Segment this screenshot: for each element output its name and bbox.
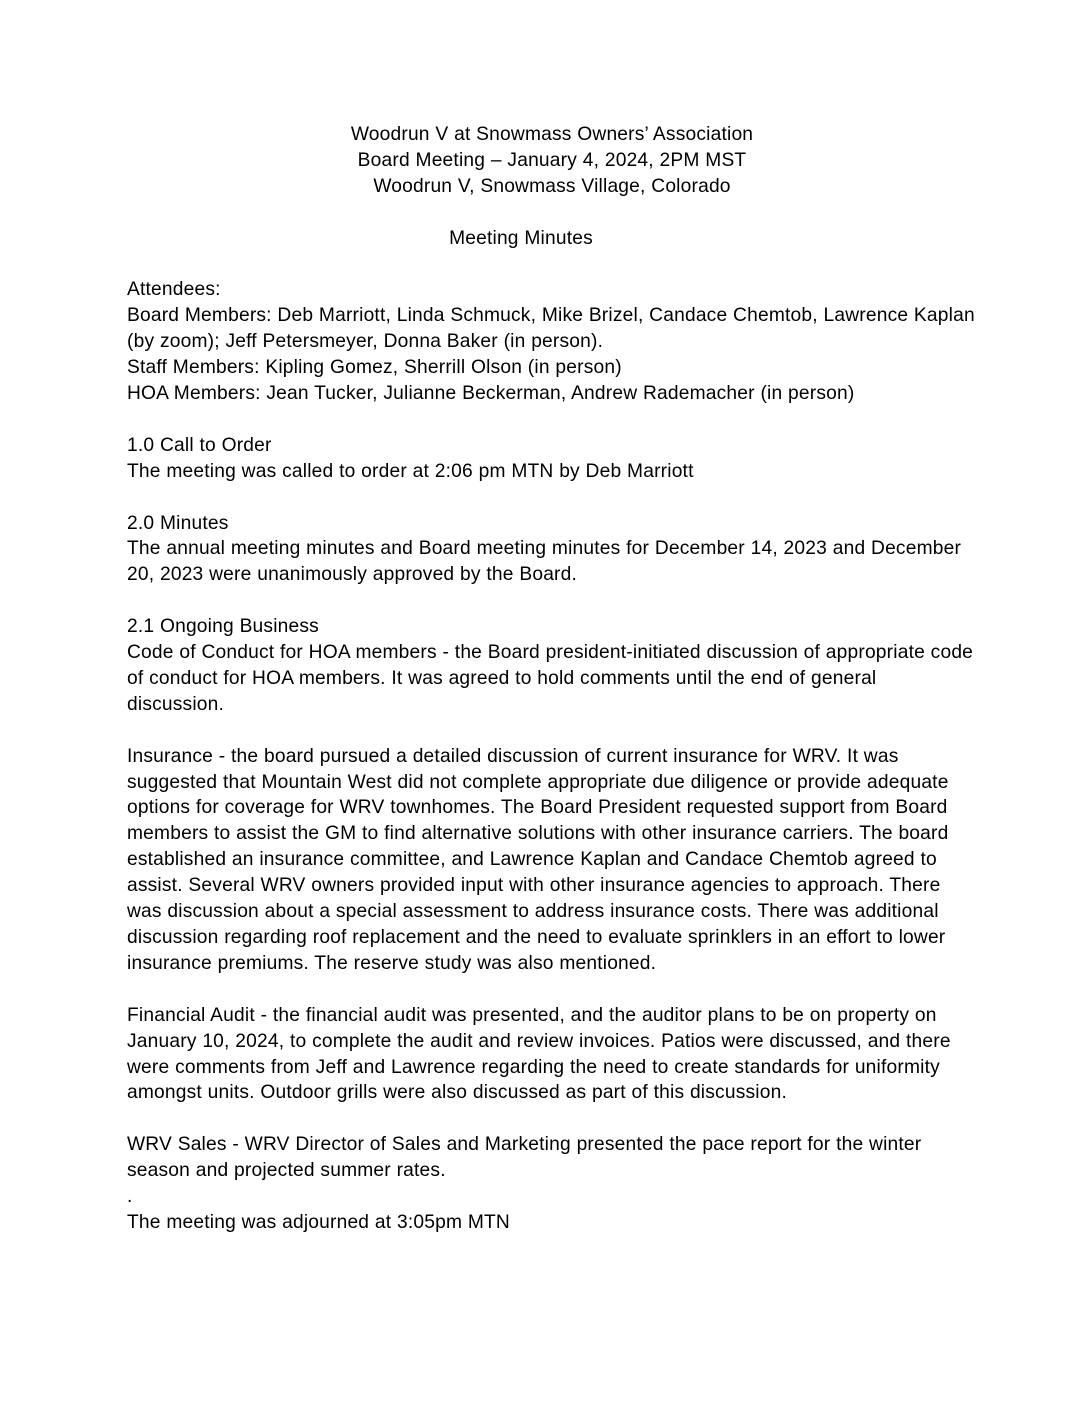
spacer xyxy=(127,200,977,226)
adjournment-line: The meeting was adjourned at 3:05pm MTN xyxy=(127,1211,510,1233)
attendees-hoa-members: HOA Members: Jean Tucker, Julianne Beckerman, Andrew Rademacher (in person) xyxy=(127,383,855,405)
spacer xyxy=(127,407,977,433)
stray-period-mark: . xyxy=(127,1186,133,1208)
spacer xyxy=(127,977,977,1003)
spacer xyxy=(127,588,977,614)
document-subtitle: Meeting Minutes xyxy=(449,227,593,249)
document-title-block xyxy=(127,122,977,200)
spacer xyxy=(127,1106,977,1132)
spacer xyxy=(127,485,977,511)
topic-insurance: Insurance - the board pursued a detailed discussion of current insurance for WRV. It was suggested that Mountain West did not complete appropriate due diligence or provide adequate options for coverage for WRV townhomes. The Board President requested support from Board members to assist the GM to find alternative solutions with other insurance carriers. The board established an insurance committee, and Lawrence Kaplan and Candace Chemtob agreed to assist. Several WRV owners provided input with other insurance agencies to approach. There was discussion about a special assessment to address insurance costs. There was additional discussion regarding roof replacement and the need to evaluate sprinklers in an effort to lower insurance premiums. The reserve study was also mentioned. xyxy=(127,745,955,974)
document-body xyxy=(127,122,981,1236)
section-2-body: The annual meeting minutes and Board meeting minutes for December 14, 2023 and December 20, 2023 were unanimously approved by the Board. xyxy=(127,538,967,586)
spacer xyxy=(127,718,977,744)
attendees-heading: Attendees: xyxy=(127,279,221,301)
title-line-1: Woodrun V at Snowmass Owners’ Association xyxy=(350,124,754,145)
topic-financial-audit: Financial Audit - the financial audit was presented, and the auditor plans to be on property on January 10, 2024, to complete the audit and review invoices. Patios were discussed, and there were comments from Jeff and Lawrence regarding the need to create standards for uniformity amongst units. Outdoor grills were also discussed as part of this discussion. xyxy=(127,1004,957,1104)
section-2-heading: 2.0 Minutes xyxy=(127,512,229,534)
section-2-1-body: Code of Conduct for HOA members - the Board president-initiated discussion of appropriate code of conduct for HOA members. It was agreed to hold comments until the end of general discussion. xyxy=(127,642,979,715)
attendees-board-members: Board Members: Deb Marriott, Linda Schmuck, Mike Brizel, Candace Chemtob, Lawrence Kaplan (by zoom); Jeff Petersmeyer, Donna Baker (in person). xyxy=(127,305,981,353)
topic-wrv-sales: WRV Sales - WRV Director of Sales and Marketing presented the pace report for the winter season and projected summer rates. xyxy=(127,1134,928,1182)
section-1-body: The meeting was called to order at 2:06 pm MTN by Deb Marriott xyxy=(127,460,694,482)
section-2-1-heading: 2.1 Ongoing Business xyxy=(127,616,319,638)
section-1-heading: 1.0 Call to Order xyxy=(127,434,272,456)
title-line-2: Board Meeting – January 4, 2024, 2PM MST xyxy=(357,149,747,171)
title-line-3: Woodrun V, Snowmass Village, Colorado xyxy=(373,175,731,197)
spacer xyxy=(127,252,977,278)
attendees-staff-members: Staff Members: Kipling Gomez, Sherrill Olson (in person) xyxy=(127,357,622,379)
